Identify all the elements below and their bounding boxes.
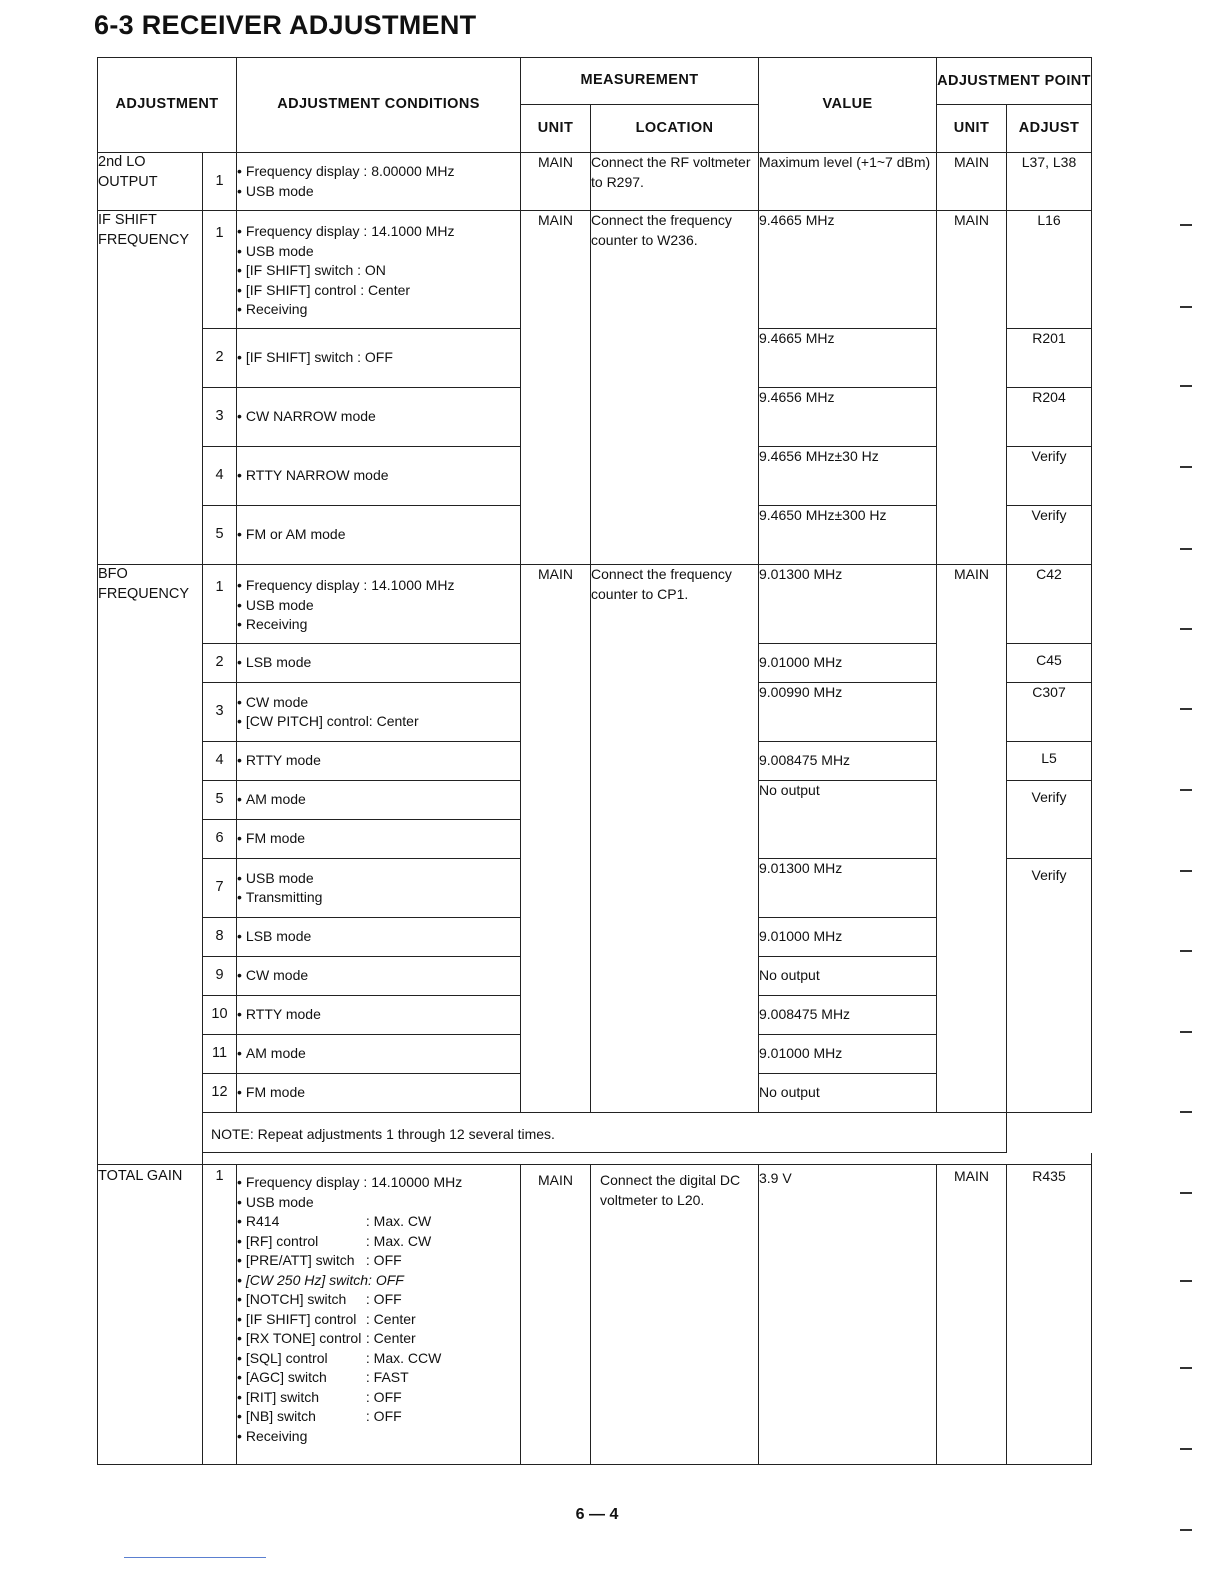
condition-item [237, 1368, 520, 1388]
condition-key: [NOTCH] switch [245, 1291, 347, 1307]
value-cell: 9.4650 MHz±300 Hz [759, 506, 937, 565]
tick-mark [1180, 1280, 1192, 1282]
adjust-unit: MAIN [937, 565, 1007, 1113]
table-row [98, 153, 1092, 211]
condition-item: • [IF SHIFT] switch : ON [237, 261, 520, 281]
adjust-unit: MAIN [937, 1165, 1007, 1465]
adjust-point: Verify [1007, 506, 1092, 565]
conditions-cell [237, 918, 521, 957]
condition-item: • FM mode [237, 1083, 520, 1103]
step-number: 2 [203, 644, 237, 683]
conditions-cell [237, 820, 521, 859]
adjust-point: C45 [1007, 644, 1092, 683]
condition-item [237, 1329, 520, 1349]
conditions-cell [237, 447, 521, 506]
tick-mark [1180, 708, 1192, 710]
table-row [98, 211, 1092, 329]
conditions-cell [237, 1165, 521, 1465]
condition-item [237, 1349, 520, 1369]
adjust-point: Verify [1007, 781, 1092, 859]
condition-item: • USB mode [237, 1193, 520, 1213]
step-number: 10 [203, 996, 237, 1035]
value-cell: 9.01000 MHz [759, 918, 937, 957]
condition-item: • [CW PITCH] control: Center [237, 712, 520, 732]
page-title: 6-3 RECEIVER ADJUSTMENT [94, 10, 477, 40]
conditions-cell [237, 211, 521, 329]
condition-key: [PRE/ATT] switch [245, 1252, 355, 1268]
step-number: 1 [203, 153, 237, 211]
step-number: 11 [203, 1035, 237, 1074]
step-number: 5 [203, 781, 237, 820]
condition-item: • CW mode [237, 693, 520, 713]
value-cell: 9.008475 MHz [759, 996, 937, 1035]
condition-item: • Receiving [237, 300, 520, 320]
condition-item [237, 1310, 520, 1330]
value-cell: No output [759, 1074, 937, 1113]
step-number: 3 [203, 683, 237, 742]
condition-item: • Receiving [237, 1427, 520, 1447]
condition-item: • RTTY NARROW mode [237, 466, 520, 486]
step-number: 3 [203, 388, 237, 447]
step-number: 1 [203, 1165, 237, 1465]
condition-item [237, 1251, 520, 1271]
step-number: 9 [203, 957, 237, 996]
tick-mark [1180, 385, 1192, 387]
condition-item [237, 1271, 520, 1291]
conditions-cell [237, 565, 521, 644]
conditions-cell [237, 957, 521, 996]
condition-item [237, 1407, 520, 1427]
condition-value: : Max. CCW [365, 1349, 442, 1366]
header-adjustment-conditions: ADJUSTMENT CONDITIONS [237, 58, 521, 153]
step-number: 2 [203, 329, 237, 388]
measurement-location: Connect the frequency counter to W236. [591, 211, 759, 565]
measurement-location: Connect the RF voltmeter to R297. [591, 153, 759, 211]
step-number: 7 [203, 859, 237, 918]
condition-key: R414 [245, 1213, 280, 1229]
step-number: 4 [203, 447, 237, 506]
value-cell: 9.4656 MHz [759, 388, 937, 447]
measurement-unit: MAIN [521, 153, 591, 211]
condition-item: • RTTY mode [237, 1005, 520, 1025]
condition-value: : OFF [365, 1408, 402, 1424]
value-cell: 9.4656 MHz±30 Hz [759, 447, 937, 506]
condition-item: • LSB mode [237, 653, 520, 673]
condition-item: • RTTY mode [237, 751, 520, 771]
condition-key: [NB] switch [245, 1408, 316, 1424]
condition-item: • FM mode [237, 829, 520, 849]
tick-mark [1180, 1031, 1192, 1033]
condition-item: • Frequency display : 14.1000 MHz [237, 576, 520, 596]
condition-item: • FM or AM mode [237, 525, 520, 545]
conditions-cell [237, 859, 521, 918]
value-cell: 9.00990 MHz [759, 683, 937, 742]
tick-mark [1180, 870, 1192, 872]
conditions-cell [237, 506, 521, 565]
condition-item: • Receiving [237, 615, 520, 635]
value-cell: 9.01000 MHz [759, 644, 937, 683]
tick-mark [1180, 789, 1192, 791]
condition-item [237, 1212, 520, 1232]
value-cell: Maximum level (+1~7 dBm) [759, 153, 937, 211]
conditions-cell [237, 329, 521, 388]
adjust-point: L37, L38 [1007, 153, 1092, 211]
tick-mark [1180, 1529, 1192, 1531]
condition-item: • USB mode [237, 242, 520, 262]
header-adjust: ADJUST [1007, 105, 1092, 153]
step-number: 8 [203, 918, 237, 957]
condition-key: [AGC] switch [245, 1369, 327, 1385]
condition-value: : OFF [365, 1388, 402, 1405]
condition-key: [CW 250 Hz] switch: [245, 1271, 372, 1288]
value-cell: 9.01000 MHz [759, 1035, 937, 1074]
tick-mark [1180, 224, 1192, 226]
tick-mark [1180, 950, 1192, 952]
adjustment-name: TOTAL GAIN [98, 1165, 203, 1465]
adjust-unit: MAIN [937, 153, 1007, 211]
tick-mark [1180, 1367, 1192, 1369]
condition-item: • Frequency display : 14.10000 MHz [237, 1173, 520, 1193]
condition-value: : Max. CW [365, 1213, 432, 1229]
note-spacer [203, 1153, 1092, 1165]
tick-mark [1180, 628, 1192, 630]
tick-mark [1180, 1448, 1192, 1450]
condition-value: : OFF [365, 1252, 402, 1268]
table-row [98, 565, 1092, 644]
page-number: 6 — 4 [575, 1506, 619, 1523]
step-number: 12 [203, 1074, 237, 1113]
measurement-location: Connect the digital DC voltmeter to L20. [591, 1165, 759, 1465]
header-measurement: MEASUREMENT [521, 58, 759, 105]
condition-item: • Frequency display : 14.1000 MHz [237, 222, 520, 242]
adjust-point: C307 [1007, 683, 1092, 742]
condition-item: • CW NARROW mode [237, 407, 520, 427]
tick-mark [1180, 1111, 1192, 1113]
condition-item [237, 1232, 520, 1252]
condition-value: : Center [365, 1310, 416, 1327]
condition-item: • AM mode [237, 1044, 520, 1064]
condition-key: [IF SHIFT] control [245, 1310, 357, 1327]
tick-mark [1180, 1192, 1192, 1194]
table-row [98, 1165, 1092, 1465]
condition-item: • Frequency display : 8.00000 MHz [237, 162, 520, 182]
conditions-cell [237, 683, 521, 742]
condition-key: [RX TONE] control [245, 1330, 362, 1346]
condition-item: • AM mode [237, 790, 520, 810]
condition-item: • [IF SHIFT] switch : OFF [237, 348, 520, 368]
adjust-point: R201 [1007, 329, 1092, 388]
condition-item: • USB mode [237, 869, 520, 889]
header-location: LOCATION [591, 105, 759, 153]
step-number: 1 [203, 565, 237, 644]
header-adjustment-point: ADJUSTMENT POINT [937, 58, 1092, 105]
step-number: 1 [203, 211, 237, 329]
condition-item: • [IF SHIFT] control : Center [237, 281, 520, 301]
header-adjust-unit: UNIT [937, 105, 1007, 153]
tick-mark [1180, 306, 1192, 308]
condition-value: : OFF [365, 1291, 402, 1307]
condition-value: : Max. CW [365, 1232, 432, 1249]
condition-value: : FAST [365, 1369, 409, 1385]
receiver-adjustment-table [97, 57, 1092, 1465]
value-cell: 9.01300 MHz [759, 859, 937, 918]
measurement-unit: MAIN [521, 565, 591, 1113]
condition-value: : Center [365, 1330, 416, 1346]
adjustment-name: IF SHIFT FREQUENCY [98, 211, 203, 565]
adjust-point: C42 [1007, 565, 1092, 644]
header-measurement-unit: UNIT [521, 105, 591, 153]
margin-tick-marks [1180, 0, 1194, 1584]
adjust-point: Verify [1007, 859, 1092, 1113]
condition-item: • USB mode [237, 182, 520, 202]
measurement-location: Connect the frequency counter to CP1. [591, 565, 759, 1113]
condition-item: • CW mode [237, 966, 520, 986]
value-cell: 9.008475 MHz [759, 742, 937, 781]
note-row [98, 1113, 1092, 1153]
adjust-point: R204 [1007, 388, 1092, 447]
conditions-cell [237, 781, 521, 820]
bottom-rule [124, 1557, 266, 1558]
value-cell: No output [759, 781, 937, 859]
step-number: 6 [203, 820, 237, 859]
adjust-point: Verify [1007, 447, 1092, 506]
condition-key: [RF] control [245, 1232, 319, 1249]
value-cell: No output [759, 957, 937, 996]
condition-key: [RIT] switch [245, 1388, 320, 1405]
condition-value: OFF [375, 1271, 404, 1288]
conditions-cell [237, 644, 521, 683]
adjust-point: L5 [1007, 742, 1092, 781]
condition-item: • USB mode [237, 596, 520, 616]
step-number: 5 [203, 506, 237, 565]
condition-item [237, 1388, 520, 1408]
bfo-note: NOTE: Repeat adjustments 1 through 12 several times. [203, 1113, 1007, 1153]
conditions-cell [237, 996, 521, 1035]
conditions-cell [237, 1074, 521, 1113]
adjust-point: L16 [1007, 211, 1092, 329]
measurement-unit: MAIN [521, 211, 591, 565]
step-number: 4 [203, 742, 237, 781]
adjustment-name: BFO FREQUENCY [98, 565, 203, 1165]
adjust-point: R435 [1007, 1165, 1092, 1465]
conditions-cell [237, 388, 521, 447]
value-cell: 9.4665 MHz [759, 329, 937, 388]
conditions-cell [237, 1035, 521, 1074]
condition-item: • LSB mode [237, 927, 520, 947]
value-cell: 9.01300 MHz [759, 565, 937, 644]
adjust-unit: MAIN [937, 211, 1007, 565]
conditions-cell [237, 153, 521, 211]
condition-item: • Transmitting [237, 888, 520, 908]
condition-item [237, 1290, 520, 1310]
measurement-unit: MAIN [521, 1165, 591, 1465]
value-cell: 9.4665 MHz [759, 211, 937, 329]
tick-mark [1180, 466, 1192, 468]
condition-key: [SQL] control [245, 1349, 328, 1366]
header-adjustment: ADJUSTMENT [98, 58, 237, 153]
conditions-cell [237, 742, 521, 781]
tick-mark [1180, 548, 1192, 550]
adjustment-name: 2nd LO OUTPUT [98, 153, 203, 211]
value-cell: 3.9 V [759, 1165, 937, 1465]
header-value: VALUE [759, 58, 937, 153]
